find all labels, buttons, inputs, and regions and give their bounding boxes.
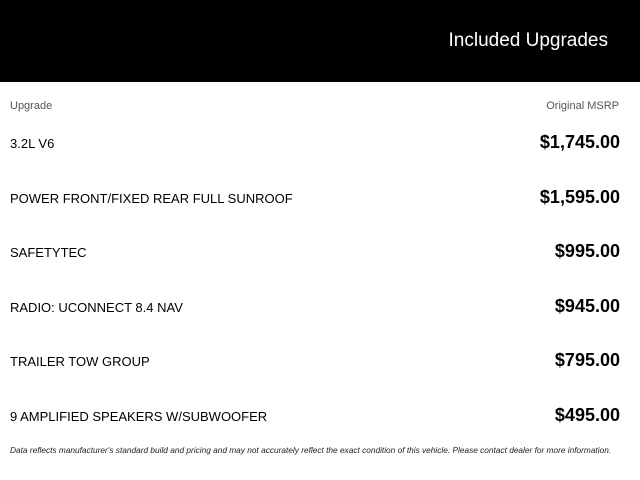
upgrade-price: $495.00 <box>554 404 620 425</box>
upgrade-row <box>0 389 640 444</box>
column-header-upgrade: Upgrade <box>10 100 53 112</box>
header-bar <box>0 0 640 82</box>
upgrade-row <box>0 334 640 389</box>
upgrade-price: $1,595.00 <box>539 186 620 207</box>
upgrade-row <box>0 171 640 226</box>
upgrade-price: $1,745.00 <box>539 132 620 152</box>
upgrade-name: POWER FRONT/FIXED REAR FULL SUNROOF <box>10 190 293 206</box>
upgrade-name: RADIO: UCONNECT 8.4 NAV <box>10 299 183 315</box>
disclaimer-text: Data reflects manufacturer's standard build and pricing and may not accurately reflect the exact condition of this vehicle. Please contact dealer for more information. <box>10 445 612 455</box>
page-title: Included Upgrades <box>448 30 608 51</box>
upgrade-row <box>0 116 640 171</box>
upgrade-price: $995.00 <box>554 241 620 261</box>
upgrade-row <box>0 225 640 280</box>
upgrade-name: SAFETYTEC <box>10 245 87 260</box>
upgrades-list <box>0 116 640 443</box>
column-header-msrp: Original MSRP <box>546 100 619 112</box>
upgrade-name: 3.2L V6 <box>10 136 55 151</box>
upgrade-price: $795.00 <box>554 350 620 370</box>
upgrade-name: TRAILER TOW GROUP <box>10 354 150 369</box>
upgrade-price: $945.00 <box>554 295 620 316</box>
upgrade-row <box>0 280 640 335</box>
upgrade-name: 9 AMPLIFIED SPEAKERS W/SUBWOOFER <box>10 408 268 424</box>
